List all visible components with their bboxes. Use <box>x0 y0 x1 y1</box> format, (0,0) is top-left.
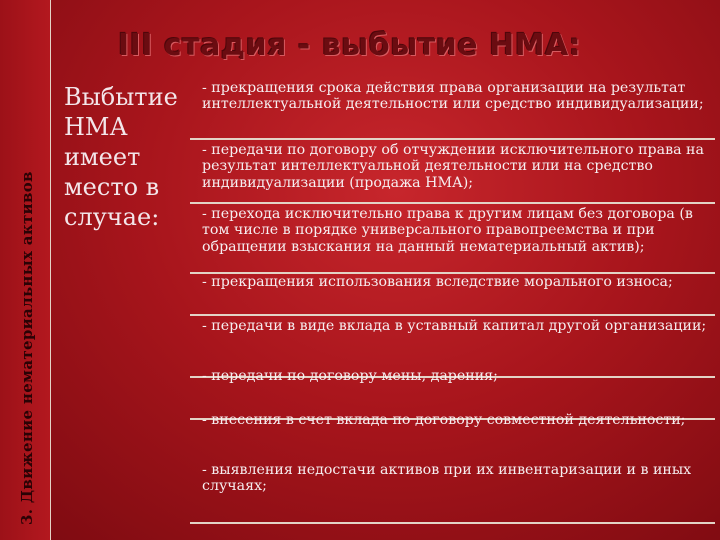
list-item <box>190 142 715 204</box>
slide-title: III стадия - выбытие НМА: <box>118 28 582 63</box>
side-section-label: 3. Движение нематериальных активов <box>18 171 36 525</box>
list-item-text: - передачи по договору об отчуждении исключительного права на результат интеллектуальной деятельности или на средство индивидуализации (продажа НМА); <box>202 142 704 191</box>
lead-text: Выбытие НМА имеет место в случае: <box>64 83 178 231</box>
list-item-text: - передачи в виде вклада в уставный капитал другой организации; <box>202 318 707 334</box>
list-item-text: - перехода исключительно права к другим лицам без договора (в том числе в порядке универсального правопреемства и при обращении взыскания на данный нематериальный актив); <box>202 206 693 255</box>
vertical-divider <box>50 0 51 540</box>
list-item <box>190 384 715 456</box>
list-item <box>190 80 715 140</box>
list-item <box>190 274 715 316</box>
list-item-text: - прекращения срока действия права организации на результат интеллектуальной деятельности или средство индивидуализации; <box>202 80 704 113</box>
list-item-text: - прекращения использования вследствие морального износа; <box>202 274 673 290</box>
list-item-text: - внесения в счет вклада по договору совместной деятельности; <box>202 412 686 428</box>
list-item <box>190 456 715 524</box>
list-item <box>190 206 715 274</box>
list-item-text: - передачи по договору мены, дарения; <box>202 368 498 384</box>
list-item-text: - выявления недостачи активов при их инвентаризации и в иных случаях; <box>202 462 692 495</box>
